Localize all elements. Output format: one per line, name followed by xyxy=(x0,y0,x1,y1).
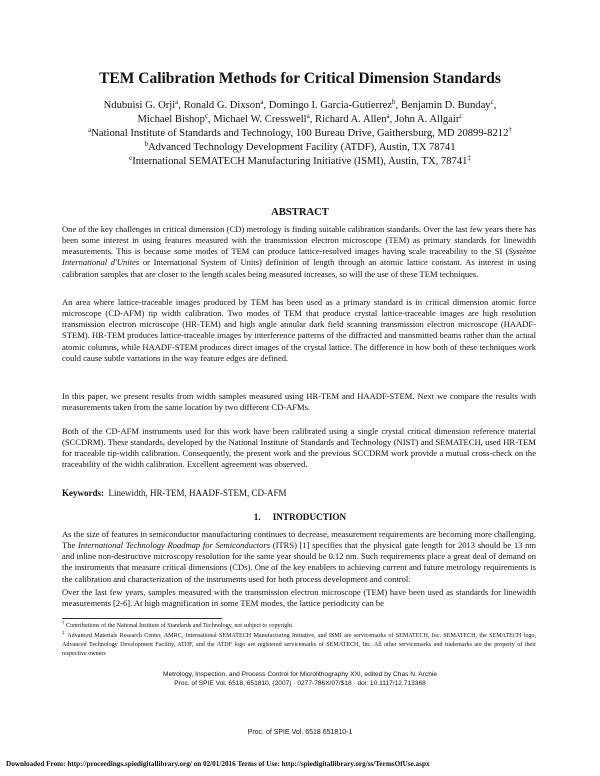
citation-line-1: Metrology, Inspection, and Process Control for Microlithography XXI, edited by Chas N. Archie xyxy=(162,671,437,678)
author-line-1 xyxy=(0,99,600,113)
author: Michael Bishop$^c$, xyxy=(137,112,214,125)
affiliation-atdf: $^b$Advanced Technology Development Facility (ATDF), Austin, TX 78741 xyxy=(144,140,456,153)
affiliation-nist: $^a$National Institute of Standards and Technology, 100 Bureau Drive, Gaithersburg, MD 20899-8212† xyxy=(88,126,512,139)
author-line-2 xyxy=(0,113,600,127)
paper-title: TEM Calibration Methods for Critical Dimension Standards xyxy=(99,70,501,87)
section-heading-introduction: 1. INTRODUCTION xyxy=(253,512,347,522)
author: Michael W. Cresswell$^a$, xyxy=(213,112,315,125)
citation-line-2: Proc. of SPIE Vol. 6518, 651810, (2007) · 0277-786X/07/$18 · doi: 10.1117/12.713368 xyxy=(174,680,426,687)
abstract-paragraph-2: An area where lattice-traceable images produced by TEM has been used as a primary standard is in critical dimension atomic force microscope (CD-AFM) tip width calibration. Two modes of TEM that produce crystal lattice-traceable images are high resolution transmission electron microscope (HR-TEM) and high angle annular dark field scanning transmission electron microscope (HAADF-STEM). HR-TEM produces lattice-traceable images by interference patterns of the diffracted and transmitted beams rather than the actual atomic columns, while HAADF-STEM produces direct images of the crystal lattice. The difference in how both of these techniques work could cause subtle variations in the way feature edges are defined. xyxy=(62,297,536,363)
abstract-paragraph-3: In this paper, we present results from width samples measured using HR-TEM and HAADF-STEM. Next we compare the results with measurements taken from the same location by two different CD-AFMs. xyxy=(62,391,536,413)
footnote-divider xyxy=(62,618,222,619)
author: John A. Allgair$^c$ xyxy=(394,112,463,125)
intro-paragraph-2: Over the last few years, samples measured with the transmission electron microscope (TEM) have been used as standards for linewidth measurements [2-6]. At high magnification in some TEM modes, the lattice periodicity can be xyxy=(62,587,536,609)
author: Richard A. Allen$^a$, xyxy=(315,112,395,125)
abstract-paragraph-4: Both of the CD-AFM instruments used for this work have been calibrated using a single crystal critical dimension reference material (SCCDRM). These standards, developed by the National Institute of Standards and Technology (NIST) and SEMATECH, used HR-TEM for traceable tip-width calibration. Consequently, the present work and the previous SCCDRM work provide a mutual cross-check on the traceability of the width calibration. Excellent agreement was observed. xyxy=(62,426,536,470)
footnote-2: ‡ Advanced Materials Research Center, AMRC, International SEMATECH Manufacturing Initiative, and ISMI are servicemarks of SEMATECH, Inc. SEMATECH, the SEMATECH logo, Advanced Technology Development Facility, ATDF, and the ATDF logo are registered servicemarks of SEMATECH, Inc. All other servicemarks and trademarks are the property of their respective owners xyxy=(62,631,536,657)
keywords xyxy=(62,488,287,498)
page-footer: Proc. of SPIE Vol. 6518 651810-1 xyxy=(247,729,353,736)
author: Ronald G. Dixson$^a$, xyxy=(183,98,269,111)
author: Ndubuisi G. Orji$^a$, xyxy=(103,98,184,111)
footnote-1: † Contributions of the National Institute of Standards and Technology, not subject to copyright. xyxy=(62,621,294,629)
author: Benjamin D. Bunday$^c$, xyxy=(400,98,497,111)
intro-paragraph-1: As the size of features in semiconductor manufacturing continues to decrease, measurement requirements are becoming more challenging. The International Technology Roadmap for Semiconductors (ITRS) [1] specifies that the physical gate length for 2013 should be 13 nm and inline non-destructive microscopy resolution for the same year should be 0.12 nm. Such requirements place a great deal of demand on the instruments that measure critical dimensions (CDs). One of the key enablers to achieving current and future metrology requirements is the calibration and characterization of the instruments used for both process development and control. xyxy=(62,529,536,584)
affiliation-ismi: $^c$International SEMATECH Manufacturing Initiative (ISMI), Austin, TX, 78741‡ xyxy=(129,154,471,167)
abstract-heading: ABSTRACT xyxy=(271,207,329,218)
download-notice: Downloaded From: http://proceedings.spiedigitallibrary.org/ on 02/01/2016 Terms of Use: http://spiedigitallibrary.org/ss/TermsOfUse.aspx xyxy=(6,760,430,768)
keywords-label: Keywords: xyxy=(62,488,104,498)
abstract-paragraph-1: One of the key challenges in critical dimension (CD) metrology is finding suitable calibration standards. Over the last few years there has been some interest in using features measured with the transmission electron microscope (TEM) as primary standards for linewidth measurements. This is because some modes of TEM can produce lattice-resolved images having scale traceability to the SI (Système International d'Unites or International System of Units) definition of length through an atomic lattice constant. As interest in using calibration samples that are closer to the length scales being measured increases, so will the use of these TEM techniques. xyxy=(62,224,536,279)
keywords-list: Linewidth, HR-TEM, HAADF-STEM, CD-AFM xyxy=(108,488,287,498)
author: Domingo I. Garcia-Gutierrez$^b$, xyxy=(268,98,401,111)
